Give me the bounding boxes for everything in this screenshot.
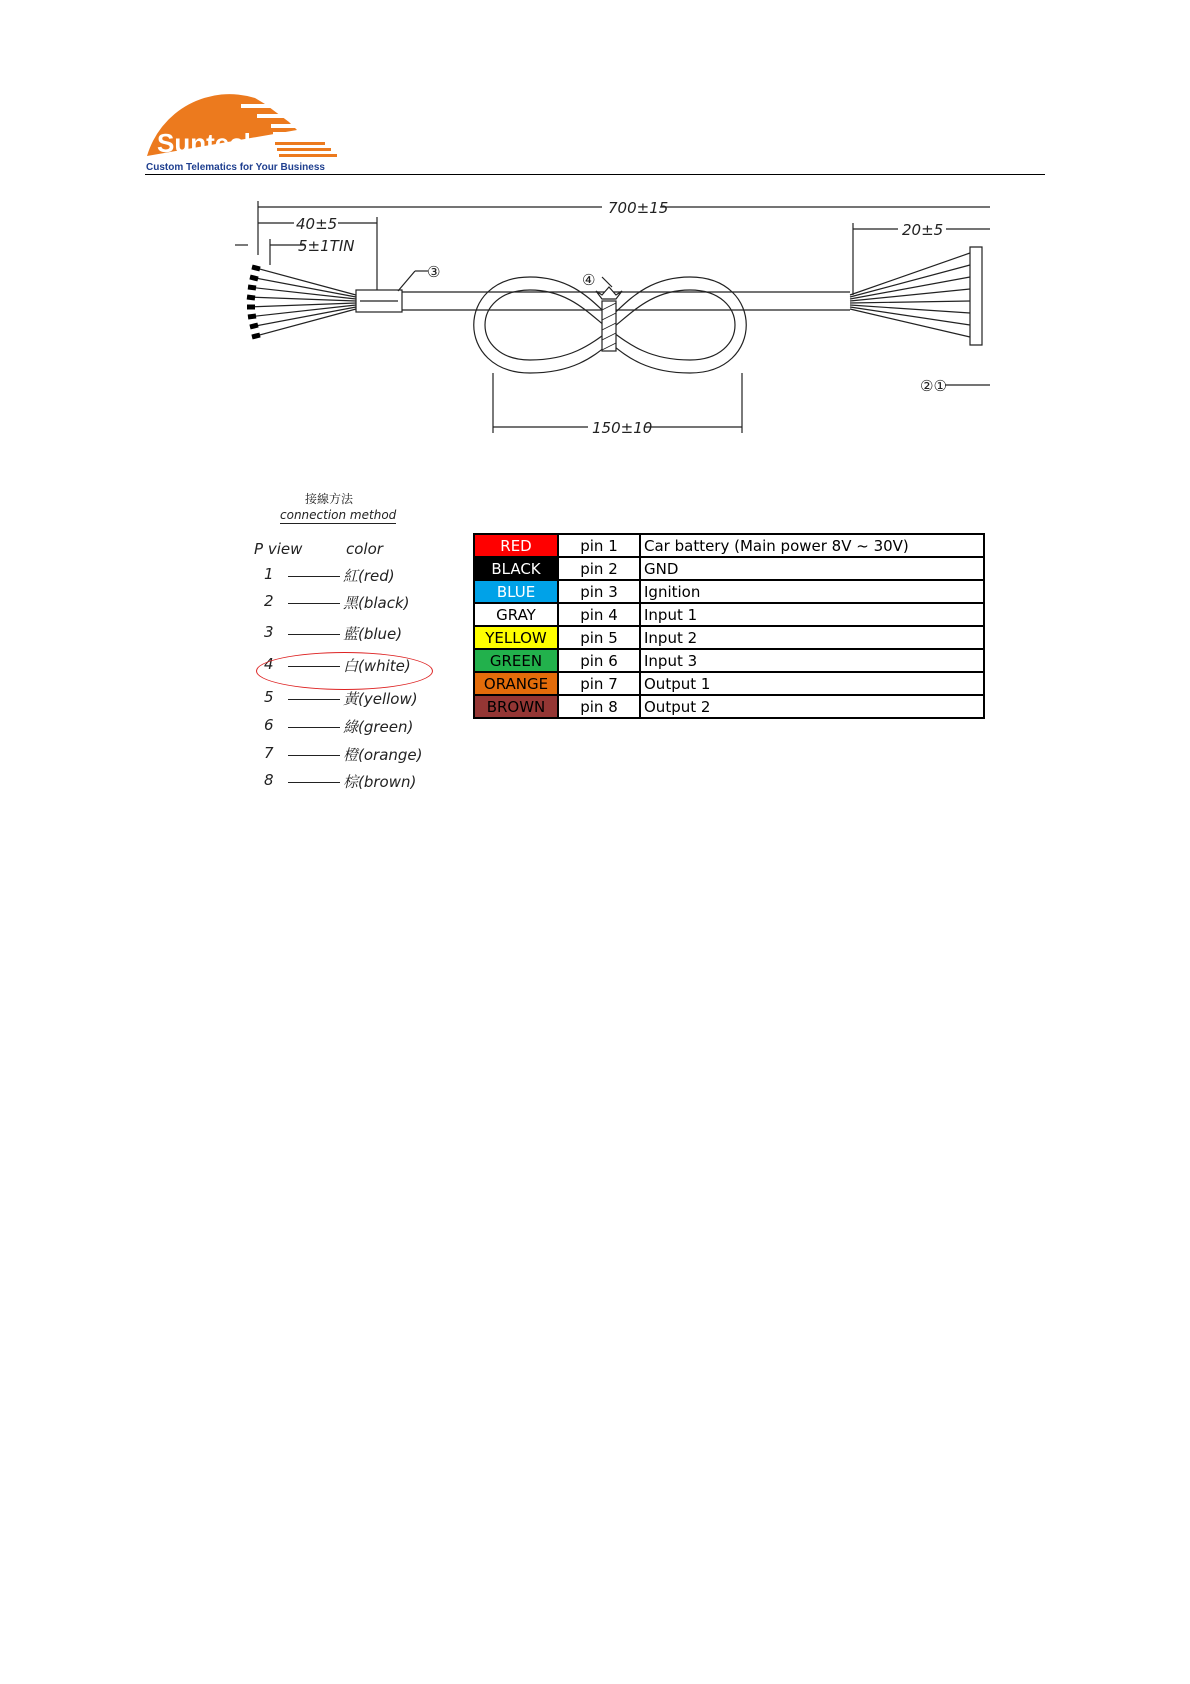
logo-stripe	[273, 132, 317, 136]
logo-stripe	[241, 104, 291, 108]
method-pin-number: 1	[264, 565, 274, 583]
pin-table-row	[474, 534, 984, 557]
wing-nut	[596, 287, 622, 299]
callout-4: ④	[582, 271, 596, 289]
dim-label-20: 20±5	[902, 221, 944, 239]
left-wire-tips	[247, 267, 260, 337]
cable-tie-4	[602, 301, 616, 351]
pin-number-cell: pin 7	[558, 672, 640, 695]
dim-label-150: 150±10	[592, 419, 653, 437]
connector-housing	[970, 247, 982, 345]
wire-color-cell: BLUE	[474, 580, 558, 603]
dim-label-700: 700±15	[608, 199, 669, 217]
dim-label-5tin: 5±1TIN	[298, 237, 355, 255]
method-title-english: connection method	[280, 508, 397, 522]
pin-function-cell: GND	[640, 557, 984, 580]
pin-function-cell: Ignition	[640, 580, 984, 603]
logo-line	[277, 148, 331, 151]
method-wire-color: 黑(black)	[343, 594, 410, 612]
method-wire-color: 紅(red)	[343, 567, 395, 585]
pin-table-row	[474, 695, 984, 718]
pin-table-row	[474, 580, 984, 603]
method-wire-color: 橙(orange)	[343, 746, 423, 764]
pin-number-cell: pin 2	[558, 557, 640, 580]
pin-table-row	[474, 557, 984, 580]
pin-number-cell: pin 6	[558, 649, 640, 672]
pin-function-cell: Car battery (Main power 8V ~ 30V)	[640, 534, 984, 557]
pin-table-row	[474, 626, 984, 649]
pin-table-row	[474, 672, 984, 695]
method-row	[250, 716, 450, 738]
pin-number-cell: pin 3	[558, 580, 640, 603]
method-row	[250, 592, 450, 614]
pin-assignment-table	[473, 533, 985, 719]
pin-function-cell: Output 1	[640, 672, 984, 695]
method-head-color: color	[346, 540, 383, 558]
pin-function-cell: Input 3	[640, 649, 984, 672]
method-wire-color: 綠(green)	[343, 718, 414, 736]
method-pin-number: 4	[264, 655, 274, 673]
wire-color-cell: GRAY	[474, 603, 558, 626]
method-row	[250, 565, 450, 587]
pin-function-cell: Output 2	[640, 695, 984, 718]
method-pin-number: 3	[264, 623, 274, 641]
white-wire-highlight-circle	[256, 652, 433, 690]
method-head-pin: P view	[254, 540, 303, 558]
wire-color-cell: YELLOW	[474, 626, 558, 649]
pin-number-cell: pin 5	[558, 626, 640, 649]
pin-table-row	[474, 603, 984, 626]
wire-color-cell: ORANGE	[474, 672, 558, 695]
pin-table-row	[474, 649, 984, 672]
logo-tagline: Custom Telematics for Your Business	[146, 162, 325, 173]
method-wire-color: 棕(brown)	[343, 773, 417, 791]
logo-stripe	[257, 114, 301, 118]
logo-line	[275, 142, 325, 145]
dim-label-40: 40±5	[296, 215, 338, 233]
method-wire-color: 白(white)	[343, 657, 411, 675]
method-row	[250, 688, 450, 710]
header-rule	[145, 174, 1045, 175]
right-wire-fan	[850, 253, 970, 337]
logo-line	[279, 154, 337, 157]
callout-3: ③	[427, 263, 441, 281]
method-title-chinese: 接線方法	[305, 492, 354, 506]
logo-stripe	[271, 124, 311, 128]
method-pin-number: 8	[264, 771, 274, 789]
method-pin-number: 5	[264, 688, 274, 706]
wire-color-cell: BLACK	[474, 557, 558, 580]
suntech-logo	[145, 84, 345, 174]
cable-technical-drawing	[230, 195, 990, 440]
method-wire-color: 黃(yellow)	[343, 690, 418, 708]
wire-color-cell: GREEN	[474, 649, 558, 672]
page-header	[145, 84, 1045, 174]
pin-number-cell: pin 4	[558, 603, 640, 626]
pin-number-cell: pin 8	[558, 695, 640, 718]
logo-brand-text: Suntech	[157, 128, 260, 158]
connection-method-list	[250, 490, 440, 800]
wire-color-cell: BROWN	[474, 695, 558, 718]
left-wire-fan	[247, 267, 356, 337]
wire-color-cell: RED	[474, 534, 558, 557]
pin-function-cell: Input 1	[640, 603, 984, 626]
pin-function-cell: Input 2	[640, 626, 984, 649]
method-row	[250, 744, 450, 766]
method-pin-number: 6	[264, 716, 274, 734]
method-pin-number: 7	[264, 744, 274, 762]
pin-number-cell: pin 1	[558, 534, 640, 557]
method-pin-number: 2	[264, 592, 274, 610]
callout-2-1: ②①	[920, 377, 947, 395]
method-row	[250, 771, 450, 793]
method-row	[250, 623, 450, 645]
method-wire-color: 藍(blue)	[343, 625, 403, 643]
